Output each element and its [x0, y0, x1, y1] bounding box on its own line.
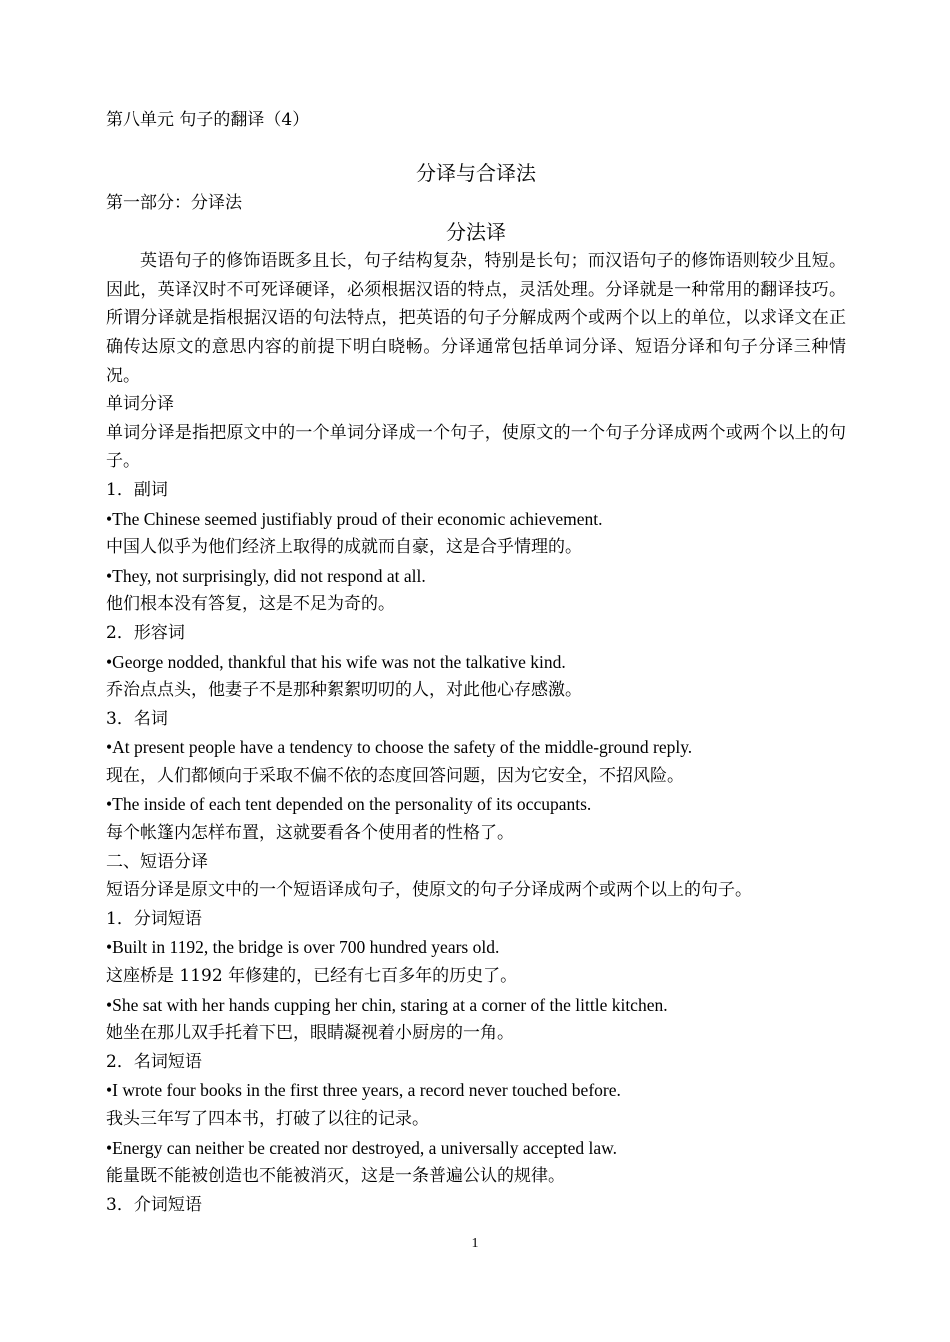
prep-phrase-heading: 3．介词短语	[106, 1194, 202, 1215]
noun-phrase-example-2-en: •Energy can neither be created nor destroyed, a universally accepted law.	[106, 1137, 617, 1158]
sub-title: 分法译	[446, 220, 506, 245]
adverb-example-1-zh: 中国人似乎为他们经济上取得的成就而自豪，这是合乎情理的。	[106, 537, 582, 558]
adjective-heading: 2．形容词	[106, 622, 185, 643]
phrase-split-heading: 二、短语分译	[106, 851, 208, 872]
page-number: 1	[471, 1236, 479, 1251]
noun-example-1-zh: 现在，人们都倾向于采取不偏不依的态度回答问题，因为它安全，不招风险。	[106, 765, 684, 786]
participle-example-2-en: •She sat with her hands cupping her chin, staring at a corner of the little kitchen.	[106, 994, 668, 1015]
noun-example-2-zh: 每个帐篷内怎样布置，这就要看各个使用者的性格了。	[106, 823, 514, 844]
part-one-heading: 第一部分：分译法	[106, 192, 242, 213]
adverb-example-2-zh: 他们根本没有答复，这是不足为奇的。	[106, 594, 395, 615]
phrase-split-definition: 短语分译是原文中的一个短语译成句子，使原文的句子分译成两个或两个以上的句子。	[106, 880, 752, 901]
participle-heading: 1．分词短语	[106, 908, 202, 929]
adjective-example-1-zh: 乔治点点头，他妻子不是那种絮絮叨叨的人，对此他心存感激。	[106, 680, 582, 701]
adverb-example-1-en: •The Chinese seemed justifiably proud of their economic achievement.	[106, 508, 603, 529]
noun-phrase-example-1-zh: 我头三年写了四本书，打破了以往的记录。	[106, 1109, 429, 1129]
participle-example-1-en: •Built in 1192, the bridge is over 700 hundred years old.	[106, 937, 500, 958]
adverb-example-2-en: •They, not surprisingly, did not respond at all.	[106, 565, 426, 586]
word-split-heading: 单词分译	[106, 394, 174, 415]
noun-example-1-en: •At present people have a tendency to choose the safety of the middle-ground reply.	[106, 737, 693, 758]
noun-phrase-example-1-en: •I wrote four books in the first three years, a record never touched before.	[106, 1080, 621, 1101]
unit-title: 第八单元 句子的翻译（4）	[106, 110, 310, 130]
word-split-definition: 单词分译是指把原文中的一个单词分译成一个句子，使原文的一个句子分译成两个或两个以上的句子。	[106, 422, 846, 472]
main-title: 分译与合译法	[416, 160, 536, 185]
adverb-heading: 1．副词	[106, 479, 168, 500]
noun-heading: 3．名词	[106, 708, 168, 729]
noun-phrase-heading: 2．名词短语	[106, 1051, 202, 1072]
participle-example-1-zh: 这座桥是 1192 年修建的，已经有七百多年的历史了。	[106, 966, 518, 987]
noun-phrase-example-2-zh: 能量既不能被创造也不能被消灭，这是一条普遍公认的规律。	[106, 1166, 565, 1187]
adjective-example-1-en: •George nodded, thankful that his wife was not the talkative kind.	[106, 651, 566, 672]
noun-example-2-en: •The inside of each tent depended on the personality of its occupants.	[106, 794, 592, 815]
intro-paragraph: 英语句子的修饰语既多且长，句子结构复杂，特别是长句；而汉语句子的修饰语则较少且短。因此，英译汉时不可死译硬译，必须根据汉语的特点，灵活处理。分译就是一种常用的翻译技巧。所谓分译就是指根据汉语的句法特点，把英语的句子分解成两个或两个以上的单位，以求译文在正确传达原文的意思内容的前提下明白晓畅。分译通常包括单词分译、短语分译和句子分译三种情况。	[106, 251, 846, 386]
document-page	[106, 106, 846, 1219]
participle-example-2-zh: 她坐在那儿双手托着下巴，眼睛凝视着小厨房的一角。	[106, 1023, 514, 1044]
